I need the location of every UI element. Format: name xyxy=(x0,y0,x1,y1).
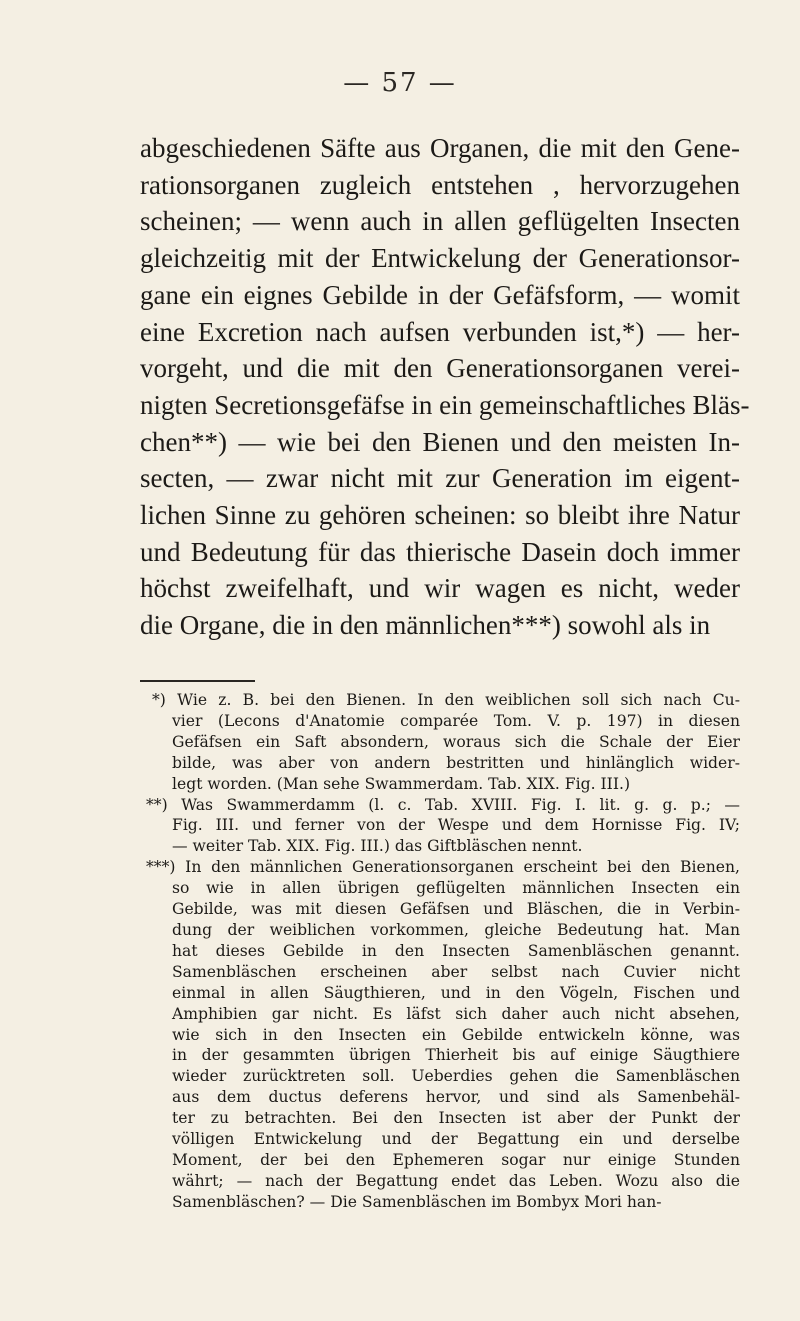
footnote-line: einmal in allen Säugthieren, und in den Vögeln, Fischen und xyxy=(172,983,740,1002)
text-line: rationsorganen zugleich entstehen , hervorzugehen xyxy=(140,169,740,200)
footnote-line: Gefäfsen ein Saft absondern, woraus sich die Schale der Eier xyxy=(172,732,740,751)
footnote-line: vier (Lecons d'Anatomie comparée Tom. V. p. 197) in diesen xyxy=(172,711,740,730)
footnote-line: *) Wie z. B. bei den Bienen. In den weiblichen soll sich nach Cu- xyxy=(152,691,740,709)
footnote-divider xyxy=(140,680,255,682)
footnote-line: ter zu betrachten. Bei den Insecten ist aber der Punkt der xyxy=(172,1109,740,1128)
page-number: — 57 — xyxy=(343,68,457,98)
footnote-line: Moment, der bei den Ephemeren sogar nur einige Stunden xyxy=(172,1150,740,1169)
text-line: höchst zweifelhaft, und wir wagen es nicht, weder xyxy=(140,573,740,604)
footnote-line: bilde, was aber von andern bestritten und hinlänglich wider- xyxy=(172,753,740,772)
footnote-line: wie sich in den Insecten ein Gebilde entwickeln könne, was xyxy=(172,1025,740,1044)
footnote-line: Gebilde, was mit diesen Gefäfsen und Bläschen, die in Verbin- xyxy=(172,900,740,919)
footnote-line: wieder zurücktreten soll. Ueberdies gehen die Samenbläschen xyxy=(172,1067,740,1086)
footnote-line: ***) In den männlichen Generationsorganen erscheint bei den Bienen, xyxy=(146,858,740,877)
text-line: abgeschiedenen Säfte aus Organen, die mit den Gene- xyxy=(140,133,740,163)
footnote-line: Samenbläschen erscheinen aber selbst nach Cuvier nicht xyxy=(172,962,740,981)
text-line: und Bedeutung für das thierische Dasein doch immer xyxy=(140,536,740,567)
text-line: scheinen; — wenn auch in allen geflügelten Insecten xyxy=(140,206,740,237)
footnote-line: **) Was Swammerdamm (l. c. Tab. XVIII. Fig. I. lit. g. g. p.; — xyxy=(146,795,740,814)
text-line: die Organe, die in den männlichen***) sowohl als in xyxy=(140,610,711,641)
text-line: gleichzeitig mit der Entwickelung der Generationsor- xyxy=(140,243,740,274)
main-text xyxy=(140,130,750,644)
footnote-line: Samenbläschen? — Die Samenbläschen im Bombyx Mori han- xyxy=(172,1192,662,1211)
footnote-line: so wie in allen übrigen geflügelten männlichen Insecten ein xyxy=(172,879,740,898)
footnote-line: — weiter Tab. XIX. Fig. III.) das Giftbläschen nennt. xyxy=(172,837,583,856)
text-line: lichen Sinne zu gehören scheinen: so bleibt ihre Natur xyxy=(140,500,740,531)
footnote-line: in der gesammten übrigen Thierheit bis auf einige Säugthiere xyxy=(172,1046,740,1065)
footnote-line: währt; — nach der Begattung endet das Leben. Wozu also die xyxy=(172,1171,740,1190)
text-line: chen**) — wie bei den Bienen und den meisten In- xyxy=(140,426,740,457)
footnote-line: völligen Entwickelung und der Begattung ein und derselbe xyxy=(172,1130,740,1149)
footnote-line: hat dieses Gebilde in den Insecten Samenbläschen genannt. xyxy=(172,941,740,960)
footnote-line: aus dem ductus deferens hervor, und sind als Samenbehäl- xyxy=(172,1088,740,1107)
text-line: gane ein eignes Gebilde in der Gefäfsform, — womit xyxy=(140,279,740,310)
footnote-line: legt worden. (Man sehe Swammerdam. Tab. XIX. Fig. III.) xyxy=(172,774,631,793)
text-line: secten, — zwar nicht mit zur Generation im eigent- xyxy=(140,463,740,494)
footnote-line: Fig. III. und ferner von der Wespe und dem Hornisse Fig. IV; xyxy=(172,816,740,835)
text-line: eine Excretion nach aufsen verbunden ist,*) — her- xyxy=(140,316,740,347)
text-line: nigten Secretionsgefäfse in ein gemeinschaftliches Bläs- xyxy=(140,389,750,420)
footnote-line: dung der weiblichen vorkommen, gleiche Bedeutung hat. Man xyxy=(172,920,740,939)
footnotes xyxy=(146,690,740,1213)
footnote-line: Amphibien gar nicht. Es läfst sich daher auch nicht absehen, xyxy=(172,1004,740,1023)
text-line: vorgeht, und die mit den Generationsorganen verei- xyxy=(140,353,740,384)
